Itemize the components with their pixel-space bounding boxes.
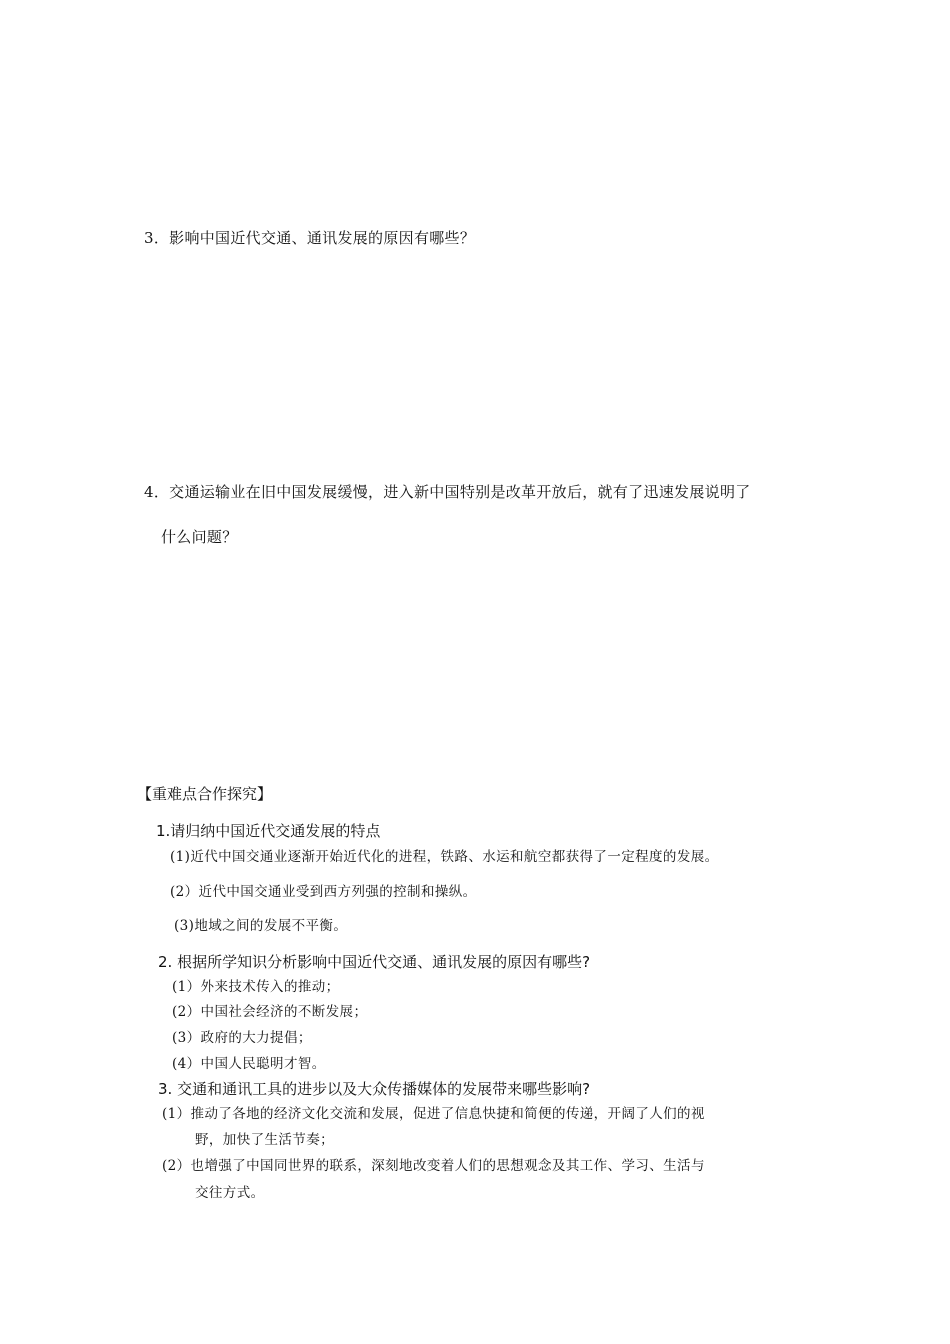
question-3: 3．影响中国近代交通、通讯发展的原因有哪些？: [144, 229, 476, 247]
answer-1-3: (3)地域之间的发展不平衡。: [174, 918, 348, 934]
answer-1-1: (1)近代中国交通业逐渐开始近代化的进程，铁路、水运和航空都获得了一定程度的发展。: [170, 849, 719, 865]
answer-3-2: (2）也增强了中国同世界的联系，深刻地改变着人们的思想观念及其工作、学习、生活与: [162, 1158, 705, 1174]
answer-1-2: (2）近代中国交通业受到西方列强的控制和操纵。: [170, 884, 477, 900]
sub-question-1: 1.请归纳中国近代交通发展的特点: [156, 822, 381, 840]
answer-2-1: (1）外来技术传入的推动；: [172, 979, 340, 995]
sub-question-3: 3. 交通和通讯工具的进步以及大众传播媒体的发展带来哪些影响?: [158, 1080, 591, 1098]
answer-2-3: (3）政府的大力提倡；: [172, 1030, 312, 1046]
sub-question-2: 2. 根据所学知识分析影响中国近代交通、通讯发展的原因有哪些?: [158, 953, 591, 971]
answer-3-1: (1）推动了各地的经济文化交流和发展，促进了信息快捷和简便的传递，开阔了人们的视: [162, 1106, 705, 1122]
answer-2-2: (2）中国社会经济的不断发展；: [172, 1004, 368, 1020]
section-heading: 【重难点合作探究】: [137, 785, 273, 803]
answer-3-2-cont: 交往方式。: [195, 1185, 265, 1201]
answer-2-4: (4）中国人民聪明才智。: [172, 1056, 326, 1072]
answer-3-1-cont: 野，加快了生活节奏；: [195, 1132, 334, 1148]
question-4-line-2: 什么问题？: [161, 528, 238, 546]
question-4-line-1: 4．交通运输业在旧中国发展缓慢，进入新中国特别是改革开放后，就有了迅速发展说明了: [144, 483, 751, 501]
